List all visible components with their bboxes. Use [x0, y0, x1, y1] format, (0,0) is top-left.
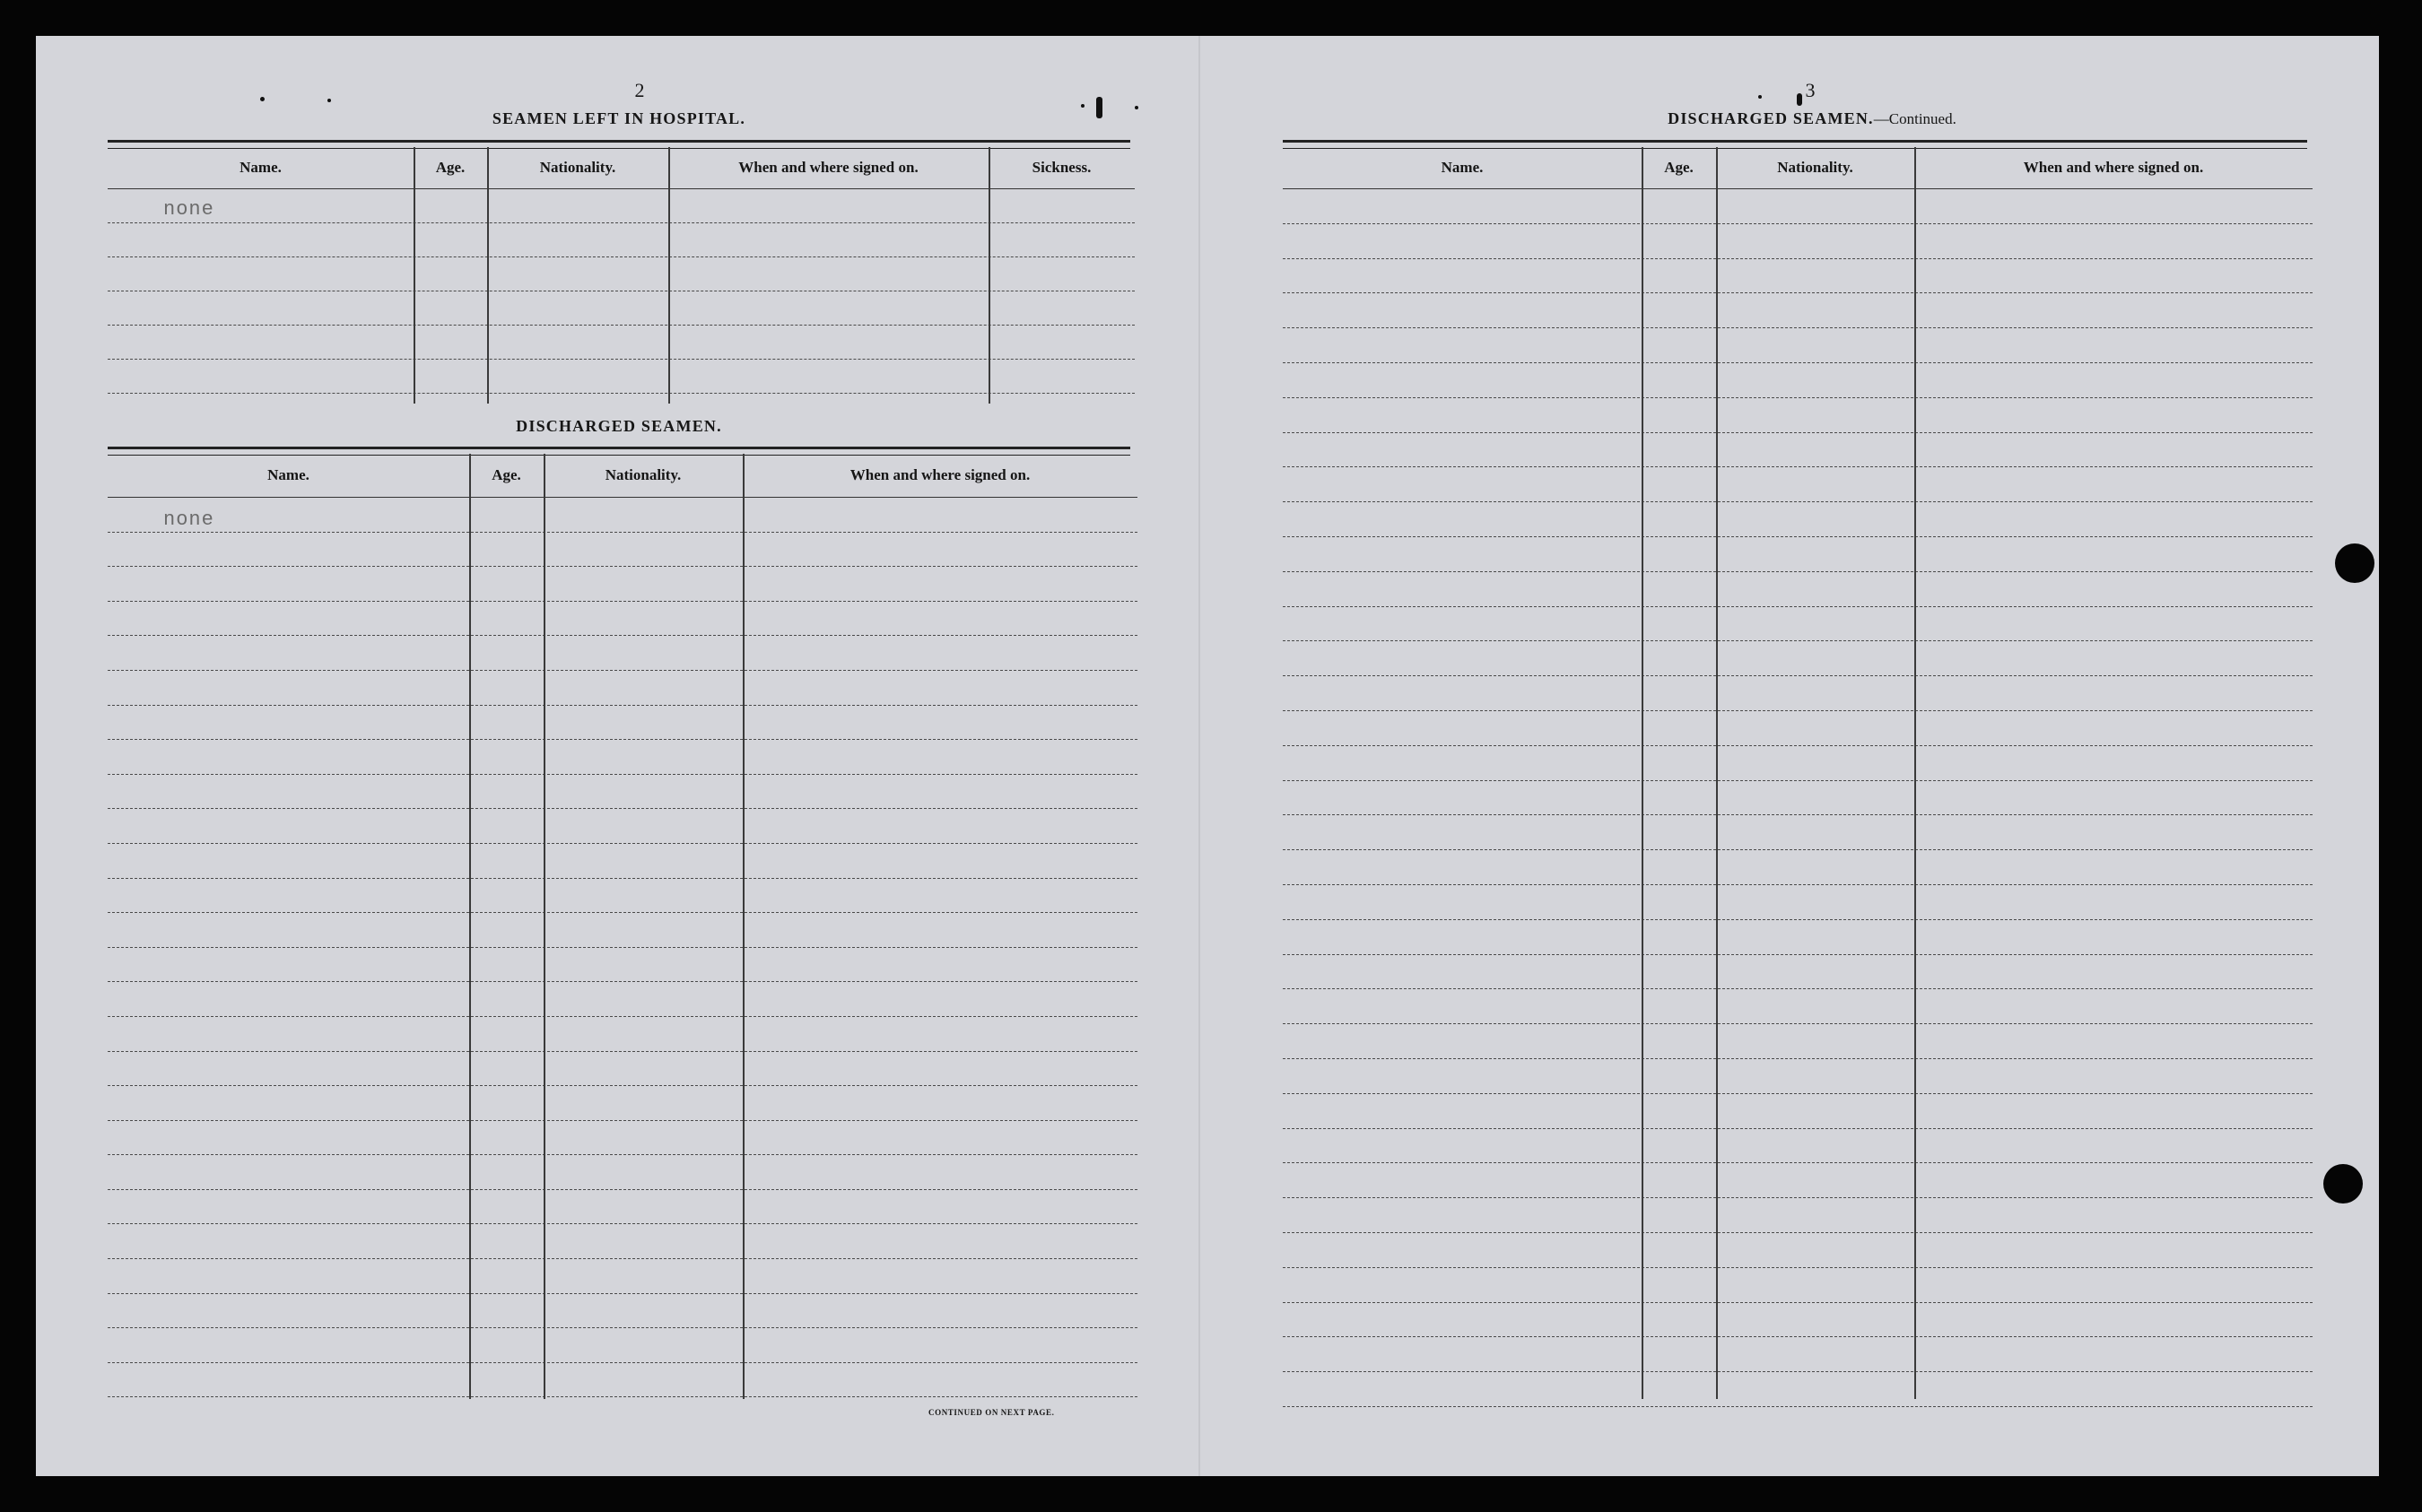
- ruled-row: [108, 1259, 1137, 1294]
- ruled-row: [108, 1017, 1137, 1052]
- ruled-row: [1283, 467, 2313, 502]
- discharged-continued-title-main: DISCHARGED SEAMEN.: [1668, 109, 1874, 127]
- ruled-row: [1283, 1163, 2313, 1198]
- ruled-row: [108, 533, 1137, 568]
- ink-speck: [1081, 104, 1085, 108]
- discharged-col-signed-on: When and where signed on.: [849, 466, 1031, 483]
- ruled-row: [1283, 1198, 2313, 1233]
- ruled-row: [1283, 189, 2313, 224]
- ruled-row: [1283, 433, 2313, 468]
- page-number-left: 2: [634, 79, 645, 101]
- ink-speck: [1135, 106, 1138, 109]
- ruled-row: [1283, 398, 2313, 433]
- ruled-row: [1283, 293, 2313, 328]
- ruled-row: [108, 223, 1135, 257]
- ruled-row: [1283, 607, 2313, 642]
- ink-speck: [1797, 93, 1802, 106]
- ruled-row: [1283, 1372, 2313, 1407]
- discharged-table-header: [108, 454, 1137, 498]
- ruled-row: [1283, 920, 2313, 955]
- ruled-row: [1283, 363, 2313, 398]
- discharged-col-divider: [469, 454, 471, 1399]
- continued-suffix: —Continued.: [1873, 110, 1956, 127]
- hospital-col-divider: [414, 147, 415, 404]
- ruled-row: [108, 1052, 1137, 1087]
- discharged-col-age: Age.: [492, 466, 521, 483]
- right-col-divider: [1642, 147, 1643, 1399]
- right-table-body: [1283, 189, 2313, 1407]
- ruled-row: [108, 326, 1135, 360]
- ruled-row: [1283, 224, 2313, 259]
- ruled-row: [108, 775, 1137, 810]
- discharged-col-nationality: Nationality.: [605, 466, 682, 483]
- ruled-row: [108, 844, 1137, 879]
- punch-hole: [2323, 1164, 2363, 1204]
- right-col-divider: [1716, 147, 1718, 1399]
- hospital-col-age: Age.: [435, 159, 466, 176]
- ruled-row: [108, 1155, 1137, 1190]
- ruled-row: [108, 1224, 1137, 1259]
- ruled-row: [1283, 850, 2313, 885]
- left-page: [108, 36, 1175, 1476]
- ruled-row: [1283, 1268, 2313, 1303]
- right-col-name: Name.: [1441, 159, 1484, 176]
- ink-speck: [1758, 95, 1762, 99]
- discharged-entry-name: none: [163, 508, 214, 531]
- punch-hole: [2335, 543, 2374, 583]
- ruled-row: [108, 1190, 1137, 1225]
- right-col-divider: [1914, 147, 1916, 1399]
- ruled-row: [108, 360, 1135, 394]
- right-page: [1283, 36, 2350, 1476]
- ruled-row: [108, 809, 1137, 844]
- hospital-section-title: SEAMEN LEFT IN HOSPITAL.: [492, 109, 746, 127]
- hospital-table-header: [108, 147, 1135, 189]
- ruled-row: [108, 498, 1137, 533]
- ruled-row: [108, 291, 1135, 326]
- ink-speck: [1096, 97, 1102, 118]
- ruled-row: [108, 1363, 1137, 1398]
- ruled-row: [1283, 989, 2313, 1024]
- hospital-col-sickness: Sickness.: [1032, 159, 1092, 176]
- hospital-col-signed-on: When and where signed on.: [738, 159, 919, 176]
- ruled-row: [108, 189, 1135, 223]
- ruled-row: [108, 913, 1137, 948]
- right-col-nationality: Nationality.: [1777, 159, 1853, 176]
- ruled-row: [1283, 781, 2313, 816]
- hospital-col-divider: [668, 147, 670, 404]
- page-number-right: 3: [1805, 79, 1816, 101]
- discharged-col-divider: [743, 454, 745, 1399]
- ruled-row: [108, 602, 1137, 637]
- ruled-row: [1283, 815, 2313, 850]
- ruled-row: [1283, 1059, 2313, 1094]
- ruled-row: [108, 879, 1137, 914]
- ruled-row: [108, 567, 1137, 602]
- ruled-row: [1283, 1337, 2313, 1372]
- discharged-col-name: Name.: [267, 466, 309, 483]
- discharged-section-title: DISCHARGED SEAMEN.: [516, 417, 722, 435]
- discharged-table-body: [108, 498, 1137, 1397]
- ruled-row: [1283, 1303, 2313, 1338]
- ruled-row: [1283, 641, 2313, 676]
- ruled-row: [108, 1121, 1137, 1156]
- continued-note: CONTINUED ON NEXT PAGE.: [928, 1408, 1055, 1417]
- hospital-col-nationality: Nationality.: [539, 159, 616, 176]
- hospital-entry-name: none: [163, 198, 214, 221]
- ruled-row: [1283, 955, 2313, 990]
- ruled-row: [108, 1294, 1137, 1329]
- ruled-row: [1283, 885, 2313, 920]
- discharged-col-divider: [544, 454, 545, 1399]
- ruled-row: [1283, 1094, 2313, 1129]
- page-fold: [1198, 36, 1200, 1476]
- ledger-sheet: [36, 36, 2379, 1476]
- right-col-signed-on: When and where signed on.: [2023, 159, 2204, 176]
- hospital-col-name: Name.: [240, 159, 282, 176]
- right-col-age: Age.: [1664, 159, 1694, 176]
- ruled-row: [108, 982, 1137, 1017]
- hospital-col-divider: [487, 147, 489, 404]
- right-table-header: [1283, 147, 2313, 189]
- ruled-row: [108, 1086, 1137, 1121]
- ruled-row: [108, 706, 1137, 741]
- ruled-row: [108, 948, 1137, 983]
- ink-speck: [260, 97, 265, 101]
- ruled-row: [1283, 537, 2313, 572]
- discharged-continued-title: [1624, 109, 2000, 128]
- ruled-row: [108, 1328, 1137, 1363]
- ruled-row: [1283, 1233, 2313, 1268]
- hospital-col-divider: [989, 147, 990, 404]
- ruled-row: [1283, 676, 2313, 711]
- hospital-table-body: [108, 189, 1135, 394]
- ruled-row: [1283, 1024, 2313, 1059]
- ruled-row: [108, 740, 1137, 775]
- ruled-row: [108, 671, 1137, 706]
- ruled-row: [108, 636, 1137, 671]
- ruled-row: [1283, 328, 2313, 363]
- ink-speck: [327, 99, 331, 102]
- ruled-row: [1283, 711, 2313, 746]
- ruled-row: [1283, 1129, 2313, 1164]
- ruled-row: [1283, 572, 2313, 607]
- ruled-row: [1283, 746, 2313, 781]
- ruled-row: [1283, 259, 2313, 294]
- ruled-row: [1283, 502, 2313, 537]
- ruled-row: [108, 257, 1135, 291]
